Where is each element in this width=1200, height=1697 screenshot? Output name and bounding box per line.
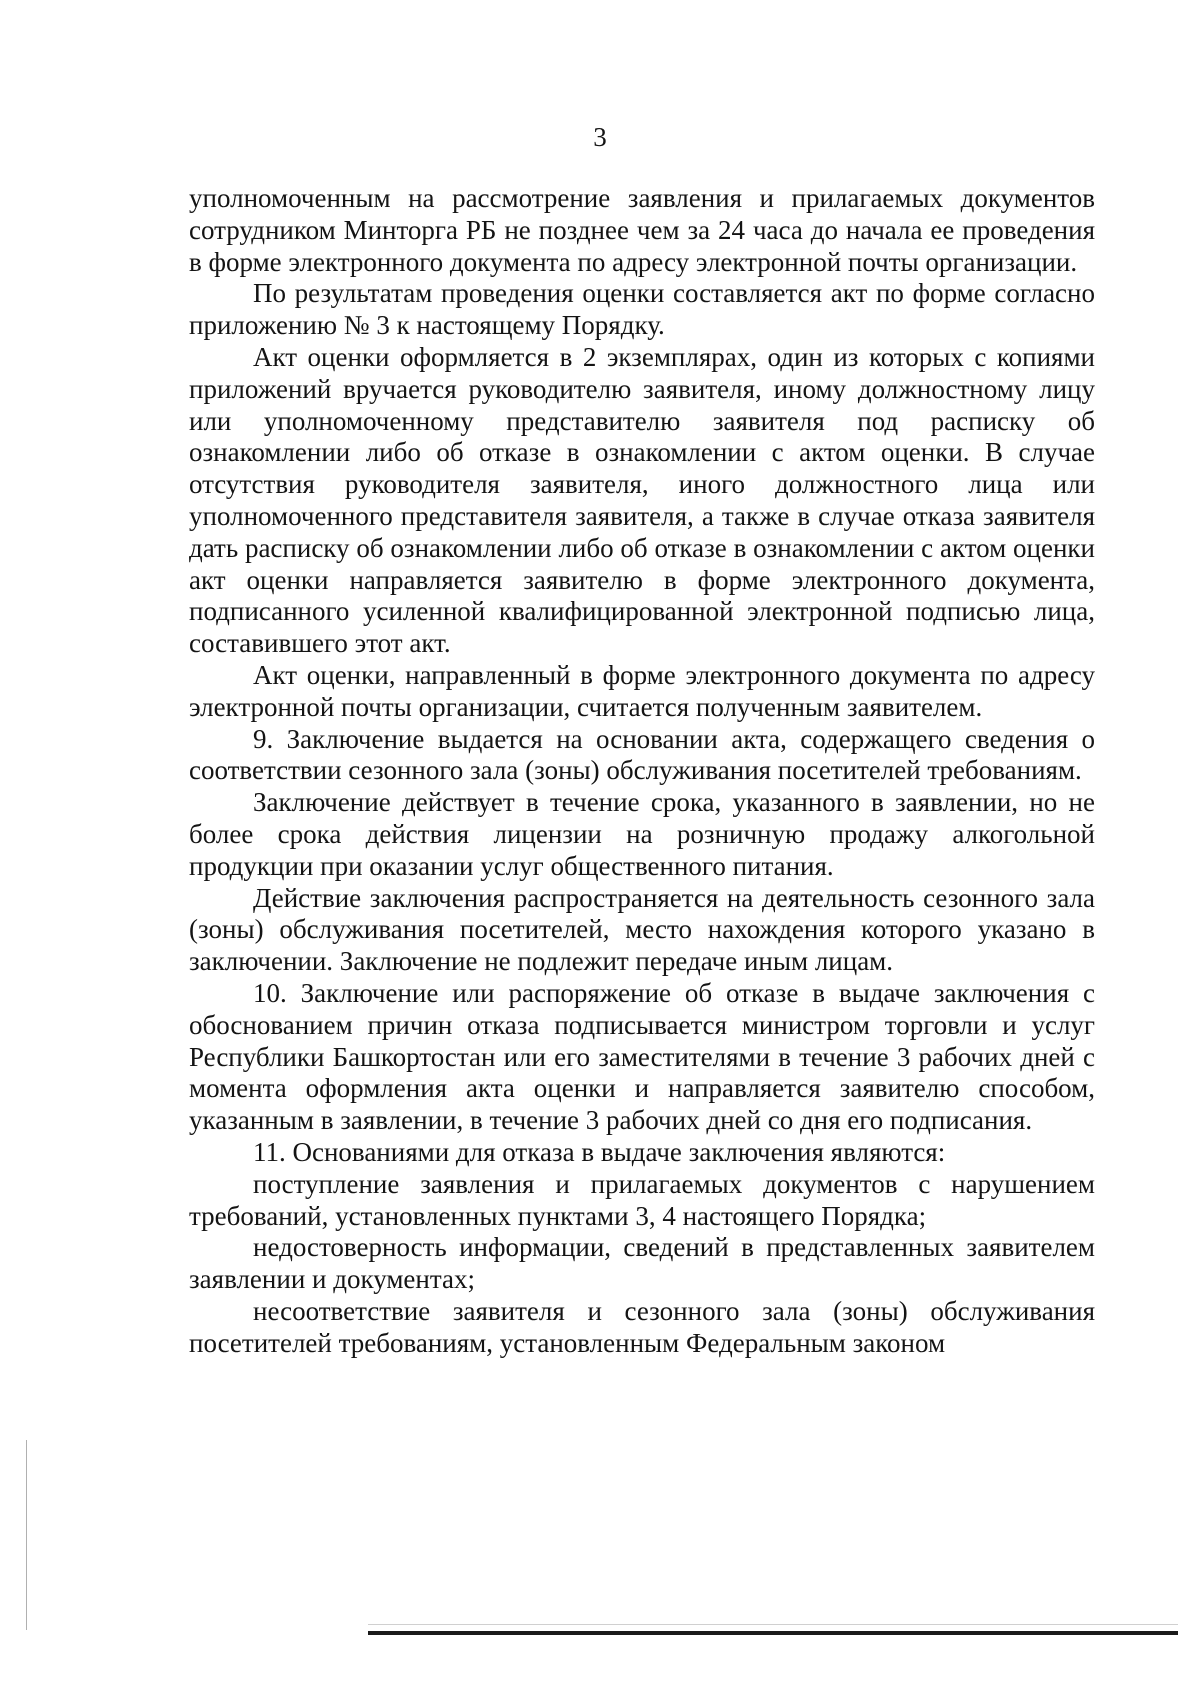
page-number: 3 [593,122,607,152]
scan-edge-line [26,1440,27,1630]
document-body [189,183,1095,1359]
scan-bottom-line [368,1631,1178,1635]
paragraph-item-9: 9. Заключение выдается на основании акта, содержащего сведения о соответствии сезонного зала (зоны) обслуживания посетителей требованиям. [189,723,1095,786]
paragraph-refusal-ground-2: недостоверность информации, сведений в представленных заявителем заявлении и документах; [189,1232,1095,1295]
paragraph-scope: Действие заключения распространяется на деятельность сезонного зала (зоны) обслуживания посетителей, место нахождения которого указано в заключении. Заключение не подлежит передаче иным лицам. [189,882,1095,977]
paragraph-act-copies: Акт оценки оформляется в 2 экземплярах, один из которых с копиями приложений вручается руководителю заявителя, иному должностному лицу или уполномоченному представителю заявителя под расписку об ознакомлении либо об отказе в ознакомлении с актом оценки. В случае отсутствия руководителя заявителя, иного должностного лица или уполномоченного представителя заявителя, а также в случае отказа заявителя дать расписку об ознакомлении либо об отказе в ознакомлении с актом оценки акт оценки направляется заявителю в форме электронного документа, подписанного усиленной квалифицированной электронной подписью лица, составившего этот акт. [189,341,1095,659]
paragraph-refusal-ground-3: несоответствие заявителя и сезонного зала (зоны) обслуживания посетителей требованиям, установленным Федеральным законом [189,1295,1095,1358]
paragraph-item-10: 10. Заключение или распоряжение об отказе в выдаче заключения с обоснованием причин отказа подписывается министром торговли и услуг Республики Башкортостан или его заместителями в течение 3 рабочих дней с момента оформления акта оценки и направляется заявителю способом, указанным в заявлении, в течение 3 рабочих дней со дня его подписания. [189,977,1095,1136]
paragraph-refusal-ground-1: поступление заявления и прилагаемых документов с нарушением требований, установленных пунктами 3, 4 настоящего Порядка; [189,1168,1095,1231]
paragraph-continuation: уполномоченным на рассмотрение заявления и прилагаемых документов сотрудником Минторга РБ не позднее чем за 24 часа до начала ее проведения в форме электронного документа по адресу электронной почты организации. [189,183,1095,277]
paragraph-item-11: 11. Основаниями для отказа в выдаче заключения являются: [253,1136,946,1167]
paragraph-act-received: Акт оценки, направленный в форме электронного документа по адресу электронной почты организации, считается полученным заявителем. [189,659,1095,722]
paragraph-assessment-act: По результатам проведения оценки составляется акт по форме согласно приложению № 3 к настоящему Порядку. [189,278,1095,341]
paragraph-validity: Заключение действует в течение срока, указанного в заявлении, но не более срока действия лицензии на розничную продажу алкогольной продукции при оказании услуг общественного питания. [189,787,1095,881]
scan-bottom-faint-line [368,1624,1178,1625]
